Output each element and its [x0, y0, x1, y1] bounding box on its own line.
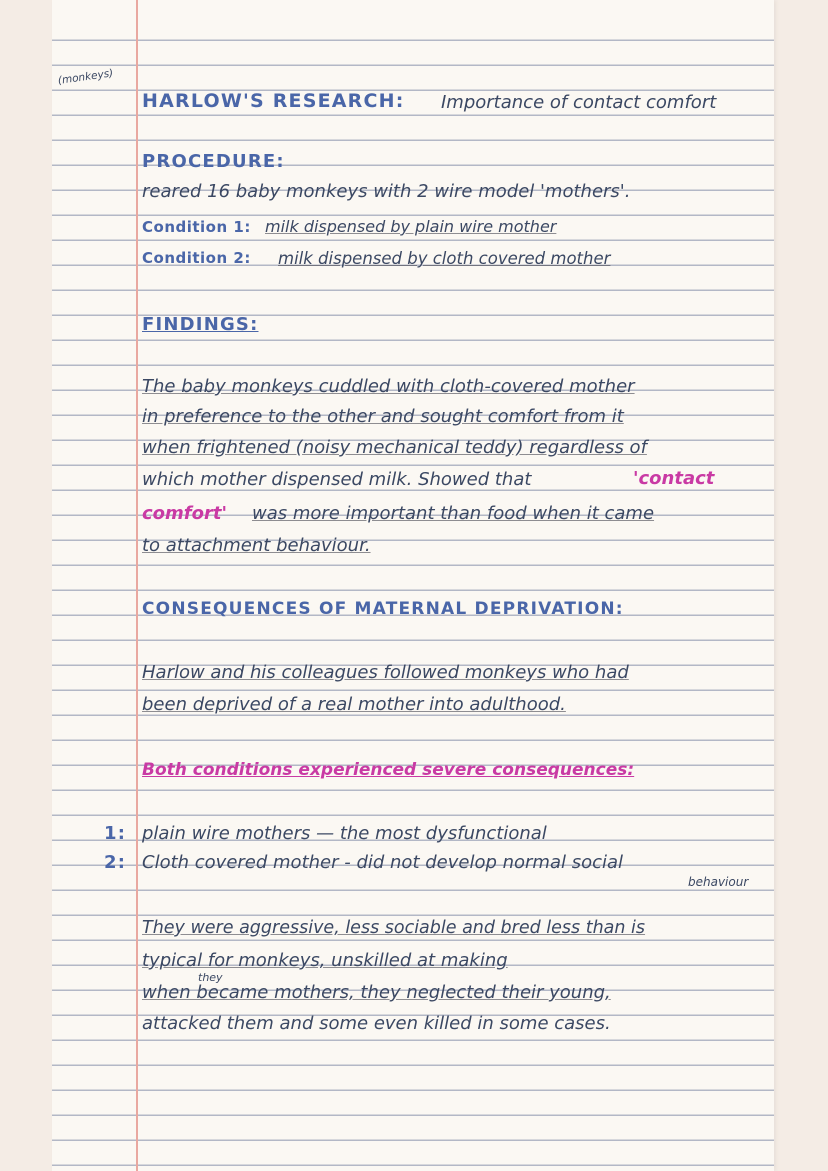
- findings-line: to attachment behaviour.: [142, 535, 371, 556]
- findings-line: in preference to the other and sought comfort from it: [142, 406, 624, 427]
- consequences-line: Harlow and his colleagues followed monkeys who had: [142, 662, 629, 683]
- contact-highlight: 'contact: [633, 468, 715, 489]
- condition-1-label: Condition 1:: [142, 218, 251, 236]
- findings-line: The baby monkeys cuddled with cloth-covered mother: [142, 376, 635, 397]
- condition-1-text: milk dispensed by plain wire mother: [265, 217, 557, 236]
- closing-line: typical for monkeys, unskilled at making: [142, 950, 508, 971]
- list-item: plain wire mothers — the most dysfunctional: [142, 823, 547, 844]
- condition-2-label: Condition 2:: [142, 249, 251, 267]
- procedure-heading: PROCEDURE:: [142, 151, 285, 172]
- both-conditions: Both conditions experienced severe consequences:: [142, 760, 635, 780]
- list-number: 1:: [104, 823, 127, 844]
- findings-line: when frightened (noisy mechanical teddy) regardless of: [142, 437, 647, 458]
- page-subtitle: Importance of contact comfort: [441, 92, 717, 113]
- margin-note: (monkeys): [57, 67, 114, 87]
- findings-line: was more important than food when it came: [252, 503, 655, 524]
- consequences-line: been deprived of a real mother into adulthood.: [142, 694, 566, 715]
- closing-line: when became mothers, they neglected their young,: [142, 982, 611, 1003]
- closing-line: They were aggressive, less sociable and bred less than is: [142, 918, 646, 938]
- findings-heading: FINDINGS:: [142, 314, 259, 335]
- list-number: 2:: [104, 852, 127, 873]
- condition-2-text: milk dispensed by cloth covered mother: [278, 249, 611, 268]
- page-title: HARLOW'S RESEARCH:: [142, 90, 405, 112]
- margin-line: [136, 0, 138, 1171]
- comfort-highlight: comfort': [142, 503, 227, 524]
- list-item: Cloth covered mother - did not develop normal social: [142, 852, 624, 873]
- procedure-line: reared 16 baby monkeys with 2 wire model 'mothers'.: [142, 181, 631, 202]
- behaviour-note: behaviour: [688, 875, 749, 889]
- insert-note: they: [198, 971, 223, 984]
- findings-line: which mother dispensed milk. Showed that: [142, 469, 532, 490]
- closing-line: attacked them and some even killed in some cases.: [142, 1013, 611, 1034]
- consequences-heading: CONSEQUENCES OF MATERNAL DEPRIVATION:: [142, 599, 624, 619]
